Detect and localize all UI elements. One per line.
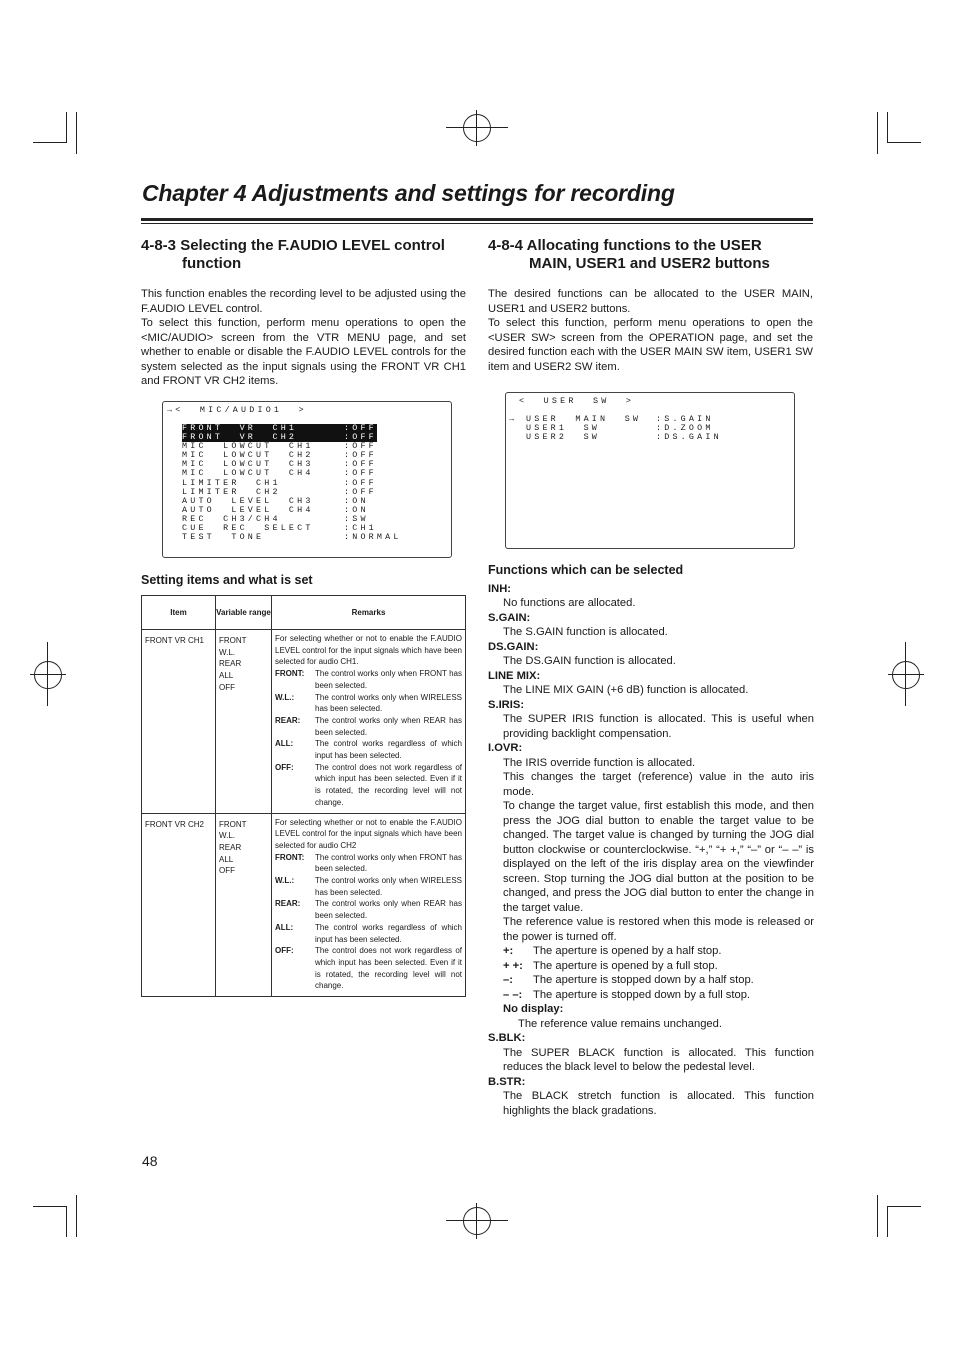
symbol-value: The aperture is stopped down by a full stop. [533, 988, 751, 1001]
function-term: No display: [503, 1003, 564, 1015]
menu-row [526, 433, 722, 442]
remark-row [275, 715, 462, 738]
menu-row-value: :S.GAIN [656, 414, 714, 424]
menu-row [182, 533, 402, 542]
table-header-range: Variable range [216, 596, 272, 630]
table-header-remarks: Remarks [272, 596, 466, 630]
menu-row-value: :NORMAL [344, 532, 402, 543]
remark-key: OFF: [275, 946, 294, 956]
functions-list [488, 563, 814, 1118]
symbol-key: + +: [503, 959, 523, 972]
functions-heading: Functions which can be selected [488, 563, 684, 577]
remark-row [275, 668, 462, 691]
remarks [272, 814, 465, 997]
function-term: S.IRIS: [488, 698, 525, 711]
remark-value: The control works regardless of which input has been selected. [315, 922, 462, 944]
range-option: FRONT [219, 819, 247, 829]
remark-row [275, 738, 462, 761]
function-description: The BLACK stretch function is allocated. This function highlights the black gradations. [503, 1090, 814, 1117]
settings-table [141, 595, 466, 997]
remark-key: FRONT: [275, 852, 305, 862]
menu-row-label: USER1 SW [526, 423, 601, 434]
function-description: The DS.GAIN function is allocated. [503, 655, 676, 667]
function-description: The reference value is restored when this mode is released or the power is turned off. [503, 916, 814, 943]
menu-row-label: MIC LOWCUT CH1 [182, 441, 314, 452]
remark-key: OFF: [275, 762, 294, 772]
table-cell-range [216, 630, 272, 814]
remark-value: The control works only when REAR has been selected. [315, 715, 462, 737]
menu-row-label: LIMITER CH1 [182, 477, 281, 488]
item-name: FRONT VR CH1 [145, 636, 204, 645]
table-cell-item [142, 813, 216, 997]
remark-value: The control does not work regardless of which input has been selected. Even if it is rotated, the recording level will not change. [315, 946, 462, 991]
section-heading-4-8-4 [488, 237, 818, 273]
remark-key: REAR: [275, 715, 301, 725]
section-title-line2: function [182, 255, 242, 272]
menu-screen-user-sw [505, 392, 795, 549]
table-cell-remarks [272, 813, 466, 997]
remark-row [275, 945, 462, 992]
menu-row-value: :ON [344, 495, 369, 506]
menu-screen-title: →< MIC/AUDIO1 > [167, 405, 307, 415]
menu-rows [182, 424, 402, 542]
symbol-key: – –: [503, 988, 523, 1001]
range-list [216, 814, 271, 883]
table-header-item: Item [142, 596, 216, 630]
menu-row-value: :OFF [344, 432, 377, 443]
function-term: INH: [488, 582, 511, 595]
remark-value: The control works only when WIRELESS has been selected. [315, 876, 462, 897]
menu-row-label: AUTO LEVEL CH3 [182, 495, 314, 506]
remark-row [275, 852, 462, 875]
menu-row-value: :OFF [344, 459, 377, 470]
function-description: The LINE MIX GAIN (+6 dB) function is allocated. [503, 684, 749, 696]
section-body-4-8-4 [488, 287, 813, 374]
section-heading-4-8-3 [141, 237, 471, 273]
title-rule [141, 218, 813, 221]
page-number: 48 [142, 1153, 158, 1169]
chapter-title: Chapter 4 Adjustments and settings for recording [142, 180, 675, 206]
table-row [142, 813, 466, 997]
paragraph: To select this function, perform menu operations to open the <USER SW> screen from the OPERATION page, and set the desired function each with the USER MAIN SW item, USER1 SW item and USER2 SW item. [488, 317, 813, 373]
remark-value: The control works only when FRONT has been selected. [315, 852, 462, 874]
remark-row [275, 922, 462, 945]
menu-row-value: :ON [344, 504, 369, 515]
menu-row-label: MIC LOWCUT CH3 [182, 459, 314, 470]
menu-row-value: :OFF [344, 450, 377, 461]
range-option: W.L. [219, 647, 236, 657]
menu-row-label: TEST TONE [182, 532, 265, 543]
section-body-4-8-3 [141, 287, 466, 389]
item-name: FRONT VR CH2 [145, 819, 204, 829]
range-list [216, 630, 271, 699]
range-option: REAR [219, 659, 242, 669]
paragraph: This function enables the recording level to be adjusted using the F.AUDIO LEVEL control. [141, 288, 466, 315]
function-description: The reference value remains unchanged. [518, 1017, 722, 1030]
remark-key: FRONT: [275, 669, 305, 679]
menu-row-value: :OFF [344, 486, 377, 497]
section-number: 4-8-4 [488, 237, 524, 254]
remark-key: W.L.: [275, 692, 295, 702]
menu-row-label: CUE REC SELECT [182, 523, 314, 534]
range-option: ALL [219, 671, 234, 681]
range-option: ALL [219, 854, 234, 864]
symbol-key: –: [503, 974, 513, 986]
menu-row-label: MIC LOWCUT CH2 [182, 450, 314, 461]
section-title-line1: Selecting the F.AUDIO LEVEL control [180, 237, 445, 254]
table-cell-range [216, 813, 272, 997]
remark-value: The control works regardless of which input has been selected. [315, 739, 462, 761]
remark-value: The control works only when WIRELESS has been selected. [315, 692, 462, 714]
menu-row-value: :DS.GAIN [656, 432, 722, 443]
remark-key: ALL: [275, 739, 294, 749]
menu-row-value: :OFF [344, 468, 377, 479]
function-description: The SUPER IRIS function is allocated. This is useful when providing backlight compensation. [503, 713, 814, 740]
remark-row [275, 898, 462, 921]
menu-row-value: :CH1 [344, 523, 377, 534]
setting-items-heading: Setting items and what is set [141, 573, 313, 587]
remarks [272, 630, 465, 813]
symbol-row [488, 959, 814, 974]
range-option: OFF [219, 866, 235, 876]
range-option: W.L. [219, 831, 236, 841]
symbol-value: The aperture is opened by a full stop. [533, 959, 718, 972]
menu-row-label: MIC LOWCUT CH4 [182, 468, 314, 479]
remark-value: The control does not work regardless of which input has been selected. Even if it is rotated, the recording level will not change. [315, 762, 462, 807]
symbol-value: The aperture is stopped down by a half stop. [533, 974, 754, 986]
symbol-row [488, 988, 814, 1003]
symbol-value: The aperture is opened by a half stop. [533, 945, 722, 957]
menu-row-label: AUTO LEVEL CH4 [182, 504, 314, 515]
remarks-intro: For selecting whether or not to enable the F.AUDIO LEVEL control for the input signals which have been selected for audio CH2 [275, 817, 462, 850]
menu-row-label: FRONT VR CH1 [182, 424, 344, 433]
function-description: No functions are allocated. [503, 597, 636, 609]
symbol-row [488, 973, 814, 988]
remark-key: W.L.: [275, 876, 295, 886]
function-term: I.OVR: [488, 742, 523, 754]
menu-rows [526, 415, 722, 442]
symbol-key: +: [503, 945, 514, 957]
function-description: The IRIS override function is allocated. [503, 756, 696, 769]
function-term: DS.GAIN: [488, 640, 539, 653]
function-term: LINE MIX: [488, 669, 541, 682]
section-number: 4-8-3 [141, 237, 177, 254]
remark-value: The control works only when REAR has been selected. [315, 899, 462, 921]
symbol-row [488, 944, 814, 959]
menu-row-value: :SW [344, 513, 369, 524]
menu-row-value: :OFF [344, 477, 377, 488]
function-term: B.STR: [488, 1075, 526, 1088]
function-description: The S.GAIN function is allocated. [503, 626, 668, 638]
menu-row-label: USER MAIN SW [526, 414, 642, 424]
function-term: S.GAIN: [488, 611, 531, 624]
function-description: To change the target value, first establish this mode, and then press the JOG dial button to enable the target value to be changed. The target value is changed by turning the JOG dial button clockwise or counterclockwise. “+,” “+ +,” “–” or “– –” is displayed on the left of the iris display area on the viewfinder screen. Stop turning the JOG dial button at the position to be changed, and press the JOG dial button to enter the change in the target value. [503, 800, 814, 914]
table-cell-item [142, 630, 216, 814]
remarks-intro: For selecting whether or not to enable the F.AUDIO LEVEL control for the input signals which have been selected for audio CH1. [275, 634, 462, 667]
menu-row-value: :OFF [344, 423, 377, 433]
range-option: FRONT [219, 636, 247, 645]
menu-screen-mic-audio [162, 401, 452, 558]
section-title-line2: MAIN, USER1 and USER2 buttons [529, 255, 770, 272]
menu-row-label: LIMITER CH2 [182, 486, 281, 497]
remark-row [275, 692, 462, 715]
section-title-line1: Allocating functions to the USER [526, 237, 762, 254]
remark-key: REAR: [275, 899, 301, 909]
menu-row-label: FRONT VR CH2 [182, 433, 344, 442]
function-description: This changes the target (reference) value in the auto iris mode. [503, 771, 814, 798]
menu-row-value: :OFF [344, 441, 377, 452]
table-cell-remarks [272, 630, 466, 814]
menu-screen-title: < USER SW > [519, 396, 635, 406]
menu-row-label: REC CH3/CH4 [182, 513, 281, 524]
cursor-arrow-icon: → [509, 414, 518, 424]
remark-row [275, 875, 462, 898]
remark-key: ALL: [275, 922, 294, 932]
function-term: S.BLK: [488, 1032, 526, 1044]
title-rule-thin [141, 223, 813, 224]
paragraph: To select this function, perform menu operations to open the <MIC/AUDIO> screen from the VTR MENU page, and set whether to enable or disable the F.AUDIO LEVEL controls for the system selected as the input signals using the FRONT VR CH1 and FRONT VR CH2 items. [141, 317, 466, 387]
remark-value: The control works only when FRONT has been selected. [315, 669, 462, 690]
table-row [142, 630, 466, 814]
function-description: The SUPER BLACK function is allocated. This function reduces the black level to below the pedestal level. [503, 1046, 814, 1073]
range-option: REAR [219, 842, 242, 852]
menu-row-value: :D.ZOOM [656, 423, 714, 434]
remark-row [275, 762, 462, 809]
range-option: OFF [219, 682, 235, 692]
paragraph: The desired functions can be allocated to the USER MAIN, USER1 and USER2 buttons. [488, 288, 813, 315]
menu-row-label: USER2 SW [526, 432, 601, 443]
